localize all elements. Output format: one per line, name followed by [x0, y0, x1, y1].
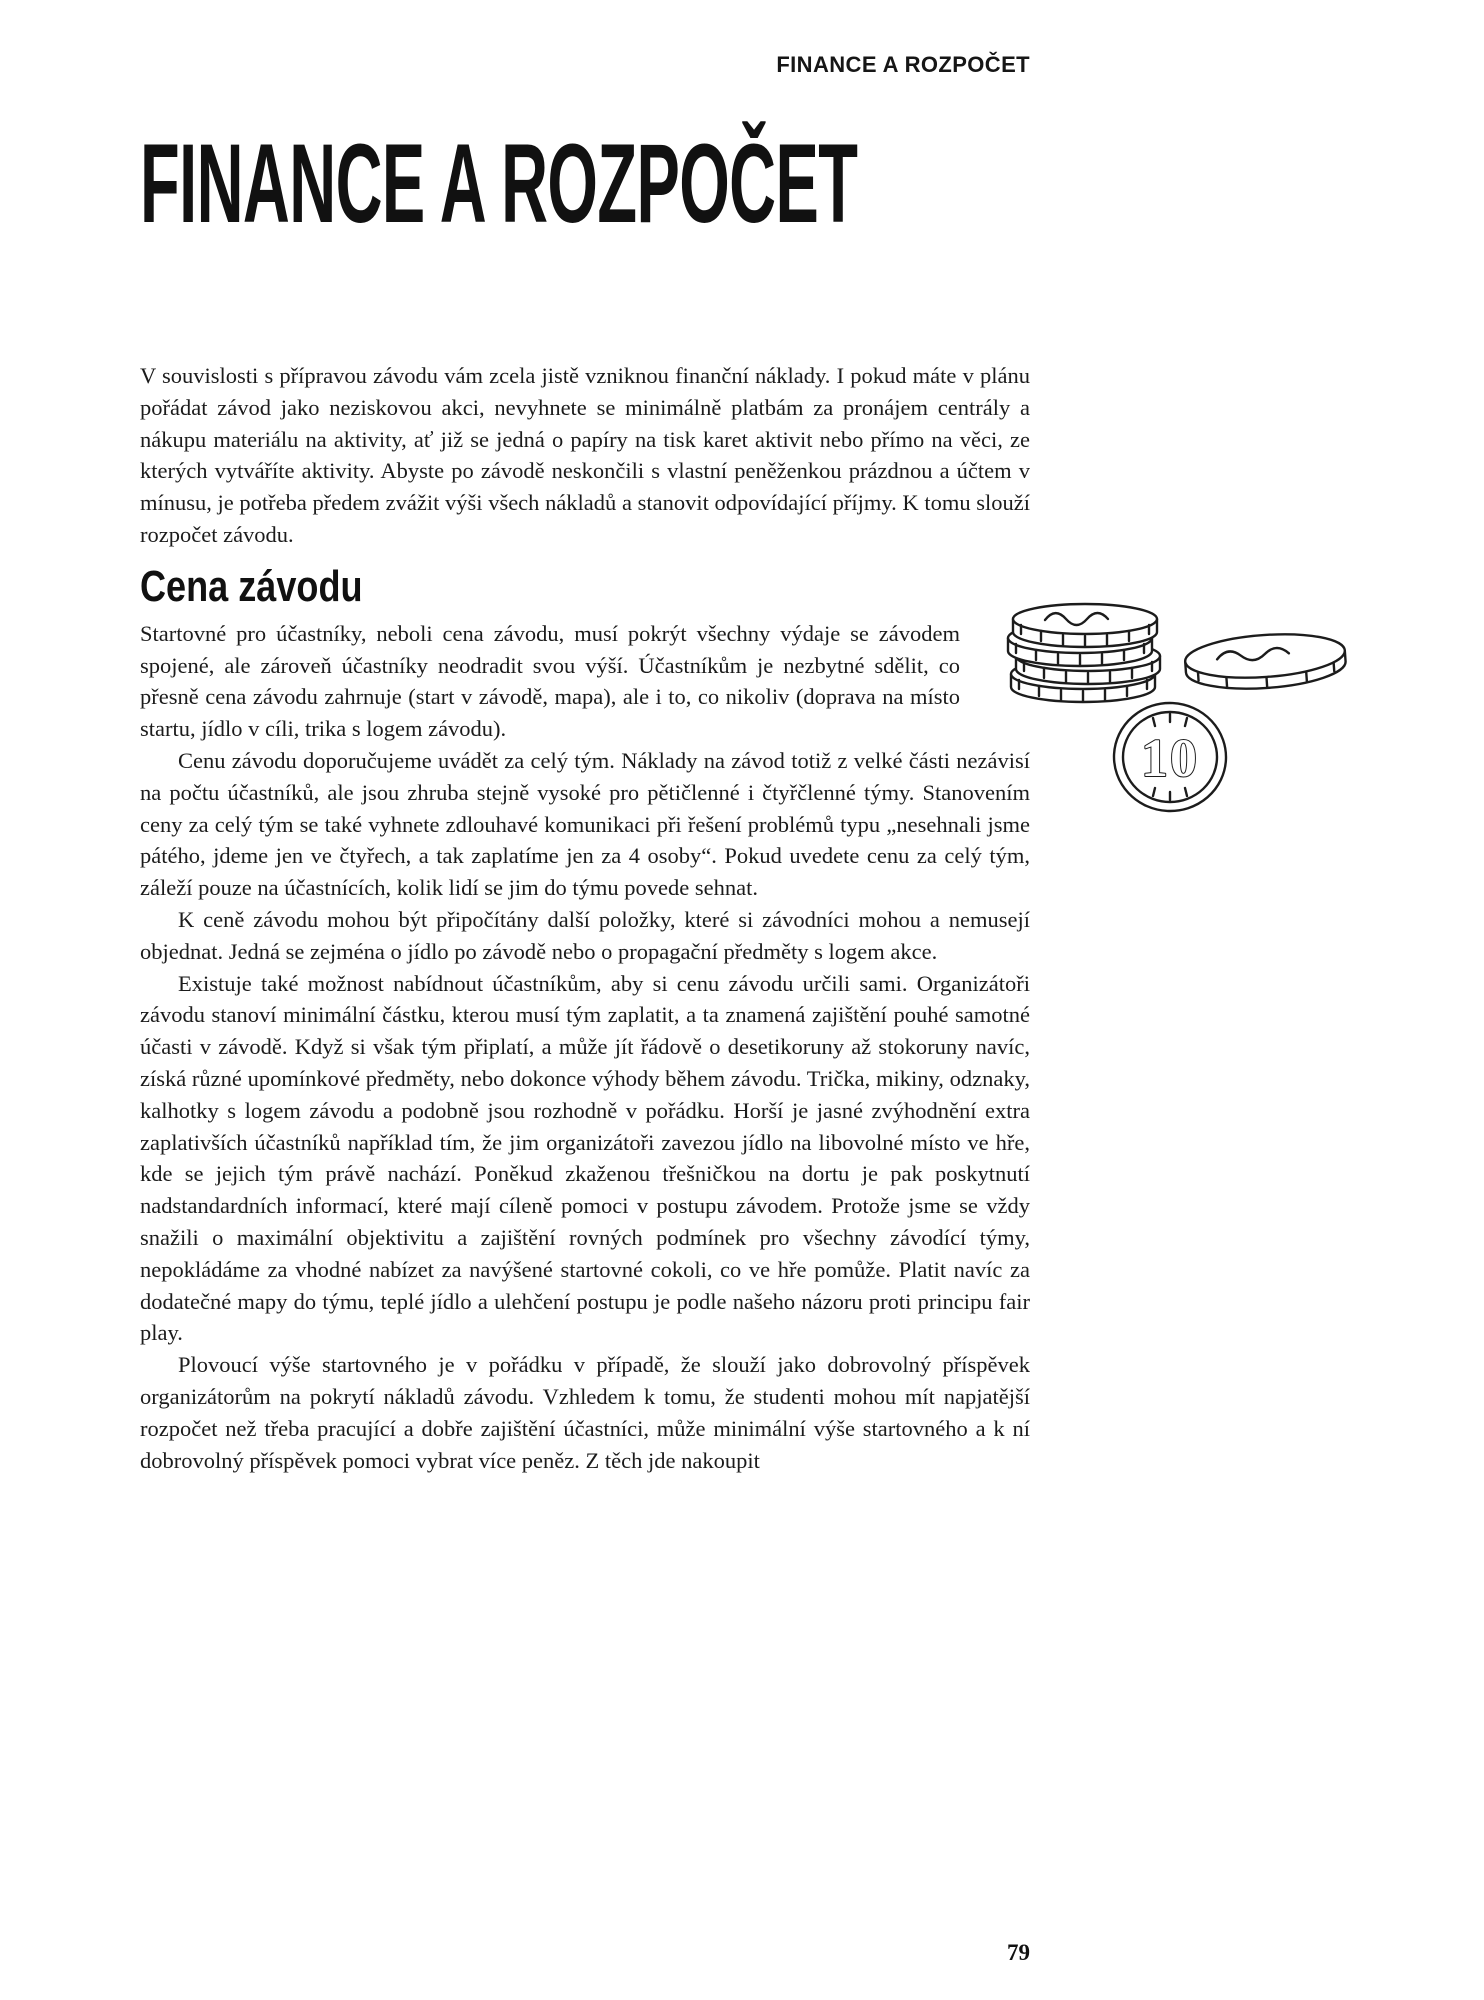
coin-stack-icon: [1008, 604, 1160, 702]
ten-coin-icon: [1111, 700, 1228, 814]
intro-paragraph: V souvislosti s přípravou závodu vám zcela jistě vzniknou finanční náklady. I pokud máte v plánu pořádat závod jako neziskovou akci, nevyhnete se minimálně platbám za pronájem centrály a nákupu materiálu na aktivity, ať již se jedná o papíry na tisk karet aktivit nebo přímo na věci, ze kterých vytváříte aktivity. Abyste po závodě neskončili s vlastní peněženkou prázdnou a účtem v mínusu, je potřeba předem zvážit výši všech nákladů a stanovit odpovídající příjmy. K tomu slouží rozpočet závodu.: [140, 363, 1030, 547]
body-paragraph: Existuje také možnost nabídnout účastníkům, aby si cenu závodu určili sami. Organizátoři závodu stanoví minimální částku, kterou musí tým zaplatit, a ta znamená zajištění pouhé samotné účasti v závodě. Když si však tým připlatí, a může jít řádově o desetikoruny až stokoruny navíc, získá různé upomínkové předměty, nebo dokonce výhody během závodu. Trička, mikiny, odznaky, kalhotky s logem závodu a podobně jsou rozhodně v pořádku. Horší je jasné zvýhodnění extra zaplativších účastníků například tím, že jim organizátoři zavezou jídlo na libovolné místo ve hře, kde se jejich tým právě nachází. Poněkud zkaženou třešničkou na dortu je pak poskytnutí nadstandardních informací, které mají cíleně pomoci v postupu závodem. Protože jsme se vždy snažili o maximální objektivitu a zajištění rovných podmínek pro všechny závodící týmy, nepokládáme za vhodné nabízet za navýšené startovné cokoli, co ve hře pomůže. Platit navíc za dodatečné mapy do týmu, teplé jídlo a ulehčení postupu je podle našeho názoru proti principu fair play.: [140, 970, 1030, 1346]
coin-value: 10: [1141, 728, 1199, 788]
text-column: [140, 0, 1030, 1476]
body-text: [140, 360, 1030, 1476]
body-paragraph: Cenu závodu doporučujeme uvádět za celý tým. Náklady na závod totiž z velké části nezávisí na počtu účastníků, ale jsou zhruba stejně vysoké pro pětičlenné i čtyřčlenné týmy. Stanovením ceny za celý tým se také vyhnete zdlouhavé komunikaci při řešení problémů typu „nesehnali jsme pátého, jdeme jen ve čtyřech, a tak zaplatíme jen za 4 osoby“. Pokud uvedete cenu za celý tým, záleží pouze na účastnících, kolik lidí se jim do týmu povede sehnat.: [140, 747, 1030, 901]
page-number: 79: [1007, 1940, 1030, 1965]
body-paragraph: K ceně závodu mohou být připočítány další položky, které si závodníci mohou a nemusejí objednat. Jedná se zejména o jídlo po závodě nebo o propagační předměty s logem akce.: [140, 906, 1030, 964]
flat-coin-icon: [1184, 629, 1347, 693]
body-paragraph: Startovné pro účastníky, neboli cena závodu, musí pokrýt všechny výdaje se závodem spojené, ale zároveň účastníky neodradit svou výší. Účastníkům je nezbytné sdělit, co přesně cena závodu zahrnuje (start v závodě, mapa), ale i to, co nikoliv (doprava na místo startu, jídlo v cíli, trika s logem závodu).: [140, 620, 960, 742]
body-paragraph: Plovoucí výše startovného je v pořádku v případě, že slouží jako dobrovolný příspěvek organizátorům na pokrytí nákladů závodu. Vzhledem k tomu, že studenti mohou mít napjatější rozpočet než třeba pracující a dobře zajištění účastníci, může minimální výše startovného a k ní dobrovolný příspěvek pomoci vybrat více peněz. Z těch jde nakoupit: [140, 1352, 1030, 1473]
page-title: FINANCE A ROZPOČET: [140, 121, 858, 246]
coins-drawing-icon: [985, 590, 1357, 818]
section-heading: Cena závodu: [140, 561, 363, 611]
running-header: FINANCE A ROZPOČET: [776, 52, 1030, 77]
coins-illustration: [985, 590, 1357, 818]
